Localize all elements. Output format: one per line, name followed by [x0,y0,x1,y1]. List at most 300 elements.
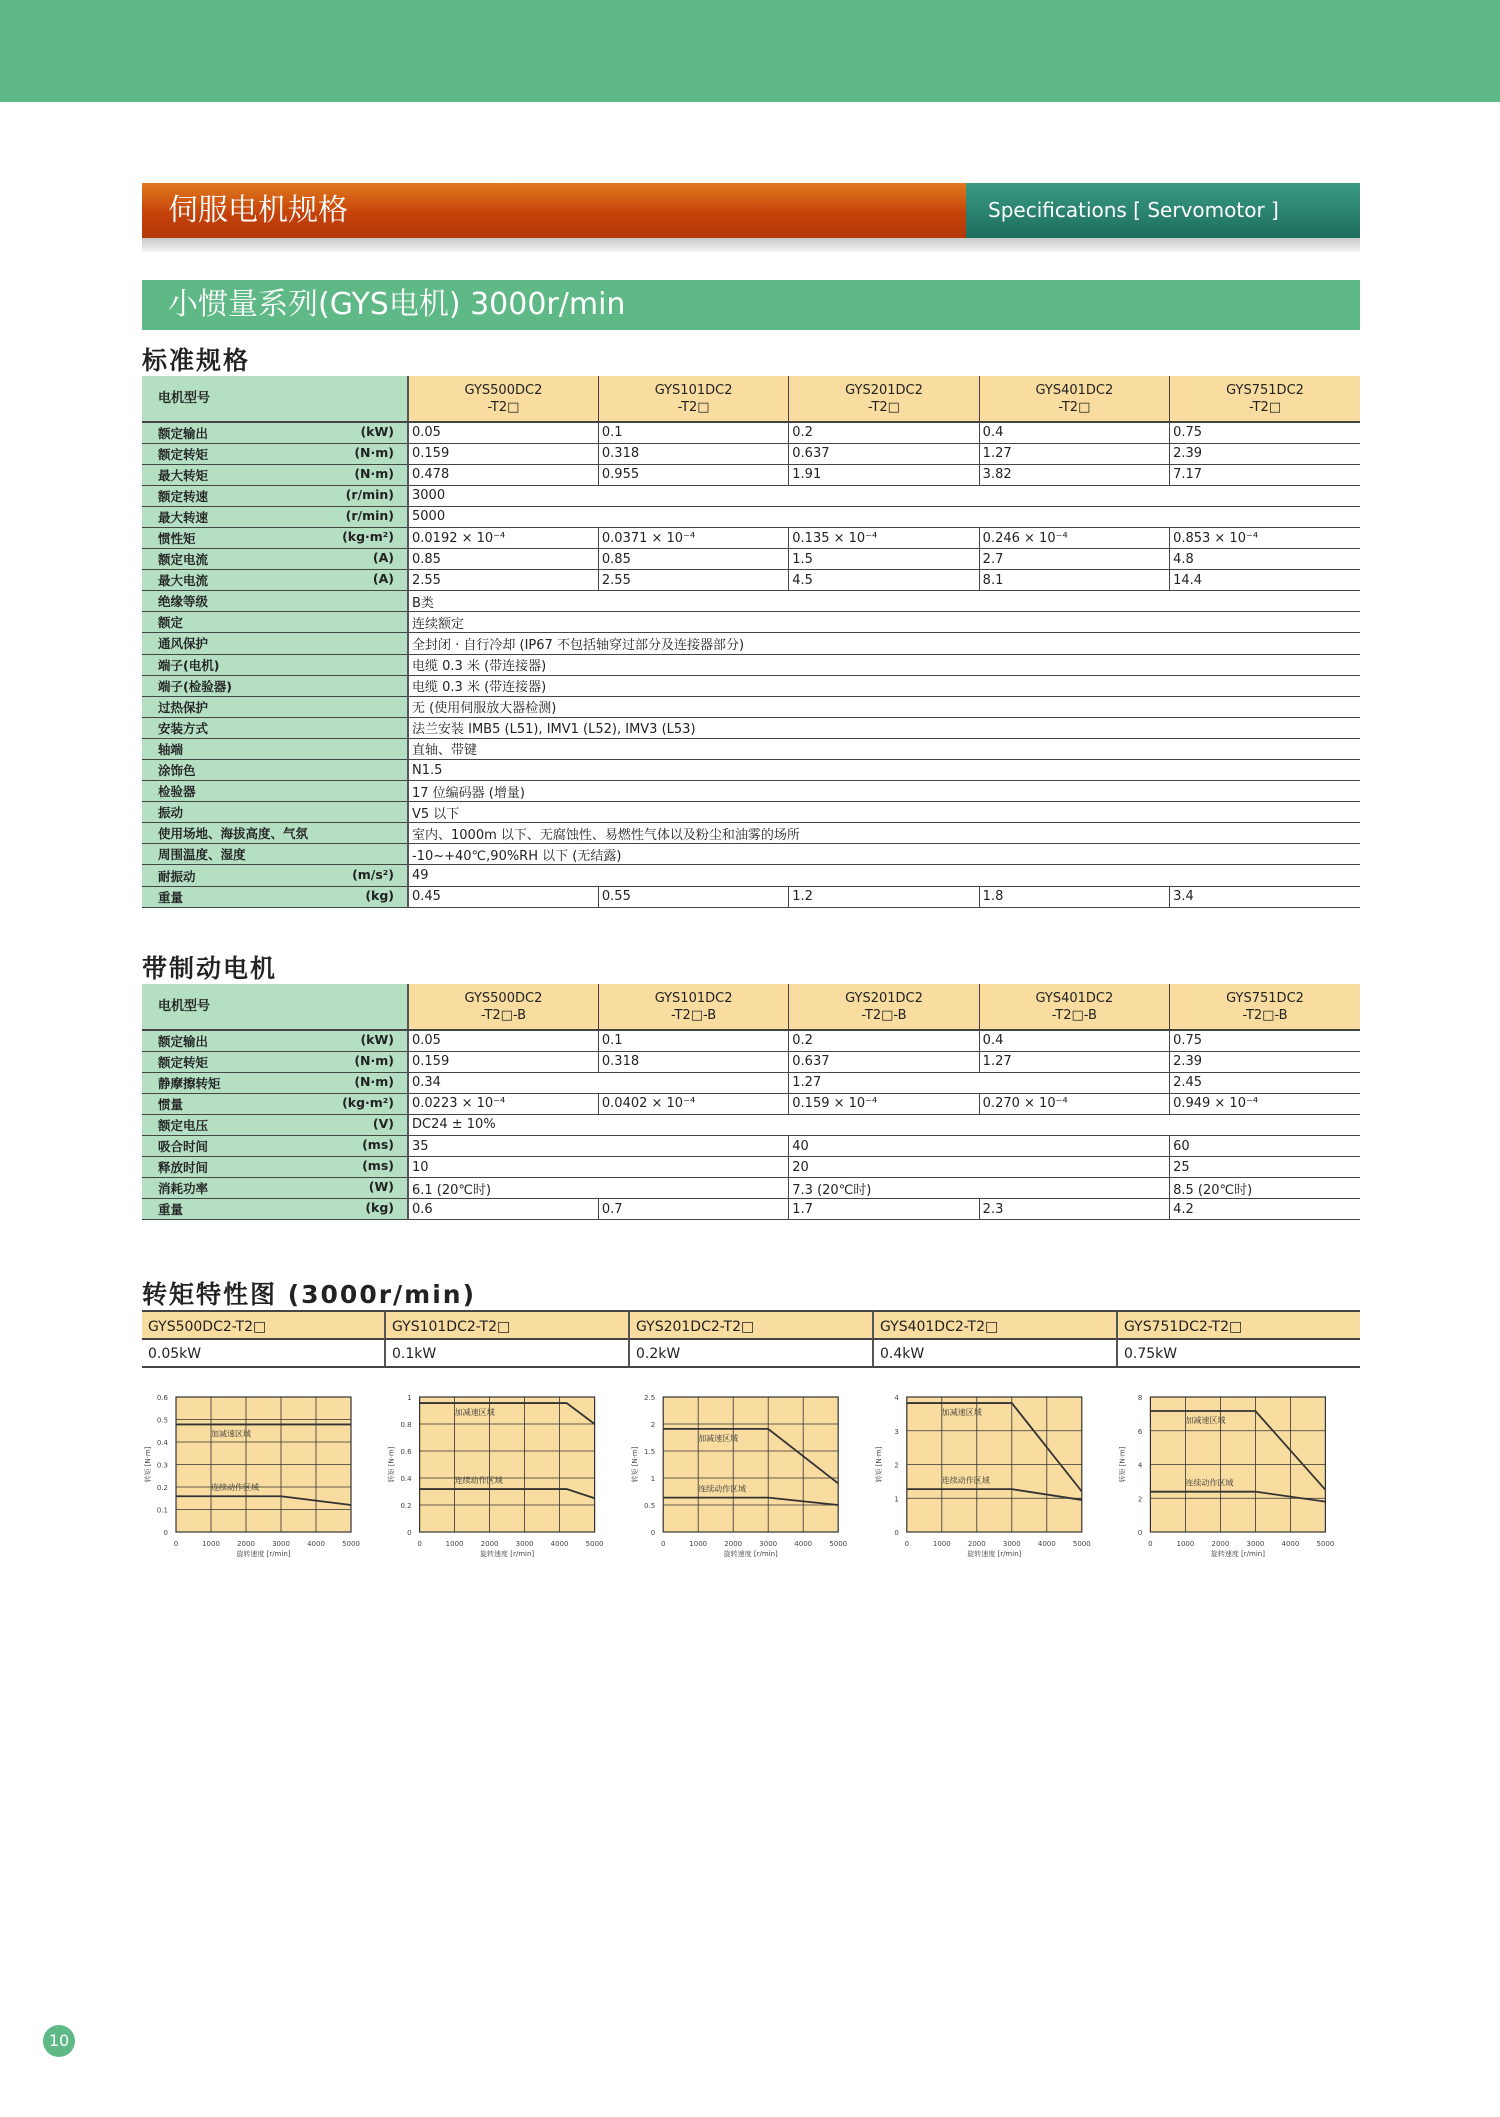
table-header-row [142,376,1360,422]
table-row [142,675,1360,696]
table-cell: 室内、1000m 以下、无腐蚀性、易燃性气体以及粉尘和油雾的场所 [408,823,1360,844]
table-cell: 3.82 [979,464,1169,485]
chart-power-label: 0.4kW [872,1340,1116,1368]
row-unit: (N·m) [354,444,394,460]
model-name: GYS751DC2 [1226,990,1304,1006]
accel-region-label: 加减速区域 [211,1429,251,1439]
torque-charts [142,1385,1360,1565]
model-name: GYS401DC2 [1035,990,1114,1006]
accel-region-label: 加减速区域 [454,1408,495,1418]
x-axis-label: 旋转速度 [r/min] [723,1550,778,1558]
chart-model-label: GYS101DC2-T2□ [384,1310,628,1340]
table-row [142,570,1360,591]
table-cell: N1.5 [408,760,1360,781]
row-unit: (kg·m²) [342,529,394,545]
continuous-region-label: 连续动作区域 [698,1484,747,1494]
row-label-text: 释放时间 [158,1160,209,1176]
table-row [142,696,1360,717]
table-row [142,1030,1360,1051]
table-cell: 7.17 [1170,464,1360,485]
row-label [142,422,408,443]
y-tick-label: 4 [894,1394,899,1402]
table-cell: 0.05 [408,422,598,443]
row-unit: (r/min) [345,486,394,502]
row-unit: (A) [372,550,394,566]
chart-power-label: 0.05kW [142,1340,384,1368]
table-cell: B类 [408,591,1360,612]
table-cell: 0.0371 × 10⁻⁴ [598,527,788,548]
y-tick-label: 2.5 [644,1394,656,1402]
accel-region-label: 加减速区域 [941,1408,982,1418]
row-label [142,654,408,675]
table-cell: 0.6 [408,1199,598,1220]
row-label-text: 最大转矩 [158,467,209,483]
model-name: GYS101DC2 [654,382,733,398]
row-label-text: 惯量 [158,1096,184,1112]
x-tick-label: 5000 [829,1540,848,1548]
row-label-text: 通风保护 [158,636,209,652]
y-tick-label: 0 [1137,1529,1143,1537]
table-cell: 0.318 [598,1051,788,1072]
y-axis-label: 转矩 [N·m] [144,1446,152,1483]
table-cell: 5000 [408,506,1360,527]
y-tick-label: 0.5 [644,1502,656,1510]
y-tick-label: 0.1 [156,1506,168,1515]
row-unit: (kW) [360,423,394,439]
model-suffix: -T2□-B [480,1007,527,1023]
row-unit: (W) [368,1179,394,1195]
y-tick-label: 0.5 [156,1416,168,1425]
row-label [142,527,408,548]
table-cell: 0.1 [598,422,788,443]
row-label [142,675,408,696]
x-tick-label: 1000 [932,1540,951,1548]
table-row [142,1051,1360,1072]
table-cell: 0.246 × 10⁻⁴ [979,527,1169,548]
row-unit: (ms) [362,1158,394,1174]
torque-chart-title: 转矩特性图 (3000r/min) [142,1280,477,1309]
table-row [142,422,1360,443]
row-label-text: 涂饰色 [158,763,196,779]
x-tick-label: 3000 [515,1540,534,1548]
page-title-cn: 伺服电机规格 [142,183,966,238]
table-cell: 2.3 [979,1199,1169,1220]
model-header [979,984,1169,1030]
x-tick-label: 3000 [1002,1540,1021,1548]
table-cell: V5 以下 [408,802,1360,823]
model-header [598,376,788,422]
chart-model-label: GYS751DC2-T2□ [1116,1310,1360,1340]
table-cell: 全封闭 · 自行冷却 (IP67 不包括轴穿过部分及连接器部分) [408,633,1360,654]
x-tick-label: 4000 [307,1540,325,1548]
row-label-text: 额定输出 [158,425,209,441]
model-name: GYS201DC2 [845,990,923,1006]
y-tick-label: 0.4 [400,1475,412,1483]
row-unit: (N·m) [354,1052,394,1068]
row-label [142,485,408,506]
table-row [142,612,1360,633]
row-label-text: 额定输出 [158,1033,209,1049]
row-label-text: 检验器 [158,784,196,800]
table-cell: 2.39 [1170,443,1360,464]
table-row [142,485,1360,506]
table-cell: 40 [789,1135,1170,1156]
table-row [142,802,1360,823]
row-label-text: 重量 [158,889,184,905]
x-tick-label: 5000 [342,1540,360,1548]
torque-chart-header [142,1310,1360,1368]
model-header [979,376,1169,422]
row-label [142,760,408,781]
table-row [142,886,1360,907]
table-row [142,717,1360,738]
table-cell: 0.05 [408,1030,598,1051]
table-cell: 0.0402 × 10⁻⁴ [598,1093,788,1114]
table-row [142,591,1360,612]
model-name: GYS751DC2 [1226,382,1304,398]
model-suffix: -T2□ [487,399,520,415]
y-tick-label: 0.4 [156,1439,168,1447]
standard-spec-table [142,376,1360,908]
row-label-text: 过热保护 [158,699,209,715]
table-cell: 电缆 0.3 米 (带连接器) [408,675,1360,696]
model-header [789,376,979,422]
row-label [142,696,408,717]
y-tick-label: 0.3 [156,1461,168,1470]
table-cell: 0.159 [408,443,598,464]
x-axis-label: 旋转速度 [r/min] [236,1550,291,1558]
table-cell: 0.637 [789,443,979,464]
row-label-text: 轴端 [158,741,184,757]
y-tick-label: 0 [407,1529,412,1537]
model-suffix: -T2□ [677,399,710,415]
model-header [789,984,979,1030]
table-row [142,1114,1360,1135]
chart-power-label: 0.1kW [384,1340,628,1368]
table-row [142,549,1360,570]
table-cell: 1.27 [789,1072,1170,1093]
y-tick-label: 3 [894,1427,899,1436]
y-tick-label: 0.6 [156,1394,168,1402]
row-label [142,443,408,464]
x-tick-label: 2000 [1211,1540,1230,1548]
row-label-text: 静摩擦转矩 [158,1075,221,1091]
row-label [142,464,408,485]
table-cell: 3000 [408,485,1360,506]
row-label-text: 绝缘等级 [158,594,209,610]
x-tick-label: 0 [904,1540,910,1548]
table-row [142,781,1360,802]
row-label [142,781,408,802]
brake-spec-title: 带制动电机 [142,954,278,983]
model-header [1170,984,1360,1030]
table-cell: 法兰安装 IMB5 (L51), IMV1 (L52), IMV3 (L53) [408,717,1360,738]
x-tick-label: 2000 [237,1540,255,1548]
chart-plot-area [663,1397,838,1532]
row-unit: (A) [372,571,394,587]
row-label [142,1199,408,1220]
row-label [142,633,408,654]
chart-model-label: GYS401DC2-T2□ [872,1310,1116,1340]
table-cell: 2.39 [1170,1051,1360,1072]
row-label [142,865,408,886]
row-label [142,823,408,844]
row-label-text: 惯性矩 [158,531,196,547]
table-cell: 1.91 [789,464,979,485]
x-tick-label: 3000 [759,1540,778,1548]
table-cell: 0.0223 × 10⁻⁴ [408,1093,598,1114]
row-label [142,1093,408,1114]
row-label [142,802,408,823]
x-tick-label: 5000 [1316,1540,1335,1548]
y-tick-label: 2 [650,1421,656,1429]
x-tick-label: 0 [173,1540,179,1548]
table-cell: 0.955 [598,464,788,485]
x-tick-label: 1000 [202,1540,220,1548]
table-row [142,1199,1360,1220]
table-cell: 25 [1170,1157,1360,1178]
x-axis-label: 旋转速度 [r/min] [967,1550,1022,1558]
continuous-region-label: 连续动作区域 [454,1476,503,1486]
row-label [142,1051,408,1072]
y-tick-label: 8 [1137,1394,1143,1402]
y-tick-label: 4 [1137,1461,1143,1470]
row-label [142,570,408,591]
y-tick-label: 0 [163,1529,168,1537]
row-label [142,591,408,612]
continuous-region-label: 连续动作区域 [211,1483,259,1493]
row-label [142,1030,408,1051]
y-tick-label: 1 [650,1475,656,1483]
table-cell: DC24 ± 10% [408,1114,1360,1135]
model-header [1170,376,1360,422]
y-tick-label: 6 [1137,1427,1143,1436]
x-tick-label: 0 [1148,1540,1153,1548]
table-cell: 4.2 [1170,1199,1360,1220]
chart-model-label: GYS201DC2-T2□ [628,1310,872,1340]
table-row [142,865,1360,886]
table-row [142,1157,1360,1178]
x-tick-label: 3000 [272,1540,290,1548]
y-tick-label: 0.8 [400,1421,412,1429]
model-header [408,376,598,422]
table-cell: 电缆 0.3 米 (带连接器) [408,654,1360,675]
x-tick-label: 1000 [1176,1540,1195,1548]
y-tick-label: 1.5 [644,1448,656,1456]
row-label [142,506,408,527]
table-cell: 1.7 [789,1199,979,1220]
row-label [142,1072,408,1093]
x-tick-label: 4000 [1037,1540,1056,1548]
table-cell: 1.2 [789,886,979,907]
table-cell: 2.55 [408,570,598,591]
table-cell: 0.159 [408,1051,598,1072]
row-label [142,717,408,738]
x-tick-label: 4000 [550,1540,569,1548]
table-cell: 0.270 × 10⁻⁴ [979,1093,1169,1114]
top-color-band [0,0,1500,102]
x-tick-label: 1000 [445,1540,464,1548]
table-cell: 0.85 [408,549,598,570]
row-label-text: 最大电流 [158,573,209,589]
y-tick-label: 1 [407,1394,412,1402]
model-suffix: -T2□-B [671,1007,717,1023]
row-label [142,886,408,907]
model-name: GYS500DC2 [464,990,543,1006]
banner-shadow [142,238,1360,252]
row-label [142,1157,408,1178]
model-suffix: -T2□-B [861,1007,907,1023]
model-name: GYS500DC2 [464,382,543,398]
table-cell: 4.5 [789,570,979,591]
x-tick-label: 4000 [1281,1540,1300,1548]
table-cell: 6.1 (20℃时) [408,1178,789,1199]
model-name: GYS401DC2 [1035,382,1114,398]
table-header-row [142,984,1360,1030]
row-unit: (N·m) [354,1073,394,1089]
continuous-region-label: 连续动作区域 [1185,1478,1234,1488]
table-cell: 0.478 [408,464,598,485]
table-cell: 8.1 [979,570,1169,591]
table-cell: 8.5 (20℃时) [1170,1178,1360,1199]
row-label [142,612,408,633]
row-unit: (m/s²) [352,866,394,882]
x-tick-label: 3000 [1246,1540,1265,1548]
table-row [142,464,1360,485]
table-row [142,760,1360,781]
table-cell: 0.0192 × 10⁻⁴ [408,527,598,548]
x-tick-label: 2000 [480,1540,499,1548]
table-row [142,823,1360,844]
table-cell: 0.135 × 10⁻⁴ [789,527,979,548]
table-cell: 3.4 [1170,886,1360,907]
table-cell: 0.75 [1170,1030,1360,1051]
row-label-text: 周围温度、湿度 [158,847,246,863]
series-title: 小惯量系列(GYS电机) 3000r/min [142,280,1360,330]
row-unit: (V) [372,1115,394,1131]
table-cell: 直轴、带键 [408,738,1360,759]
page-banner [142,183,1360,238]
accel-region-label: 加减速区域 [698,1433,739,1443]
x-tick-label: 5000 [585,1540,604,1548]
row-label-text: 端子(检验器) [158,678,232,694]
table-cell: 无 (使用伺服放大器检测) [408,696,1360,717]
row-label [142,1135,408,1156]
table-row [142,1135,1360,1156]
table-cell: 0.2 [789,1030,979,1051]
table-row [142,1072,1360,1093]
row-label-text: 振动 [158,805,184,821]
table-cell: 49 [408,865,1360,886]
table-row [142,443,1360,464]
y-tick-label: 0 [894,1529,899,1537]
table-cell: 1.27 [979,1051,1169,1072]
x-tick-label: 1000 [689,1540,708,1548]
y-tick-label: 0.2 [400,1502,412,1510]
model-suffix: -T2□ [1058,399,1091,415]
row-label-text: 额定转矩 [158,1054,209,1070]
x-tick-label: 4000 [794,1540,813,1548]
x-axis-label: 旋转速度 [r/min] [480,1550,535,1558]
table-cell: 0.2 [789,422,979,443]
label-header: 电机型号 [142,376,408,422]
row-label-text: 额定电压 [158,1117,209,1133]
brake-spec-table [142,984,1360,1220]
table-cell: 60 [1170,1135,1360,1156]
table-cell: 10 [408,1157,789,1178]
row-unit: (kg·m²) [342,1094,394,1110]
table-row [142,633,1360,654]
page-number: 10 [43,2025,75,2057]
row-label [142,844,408,865]
table-cell: 1.8 [979,886,1169,907]
y-axis-label: 转矩 [N·m] [874,1446,883,1483]
table-cell: 2.45 [1170,1072,1360,1093]
table-cell: 20 [789,1157,1170,1178]
table-cell: 2.55 [598,570,788,591]
row-label-text: 重量 [158,1202,184,1218]
row-label-text: 额定转矩 [158,446,209,462]
x-tick-label: 2000 [967,1540,986,1548]
row-unit: (N·m) [354,465,394,481]
model-name: GYS201DC2 [845,382,923,398]
row-label-text: 消耗功率 [158,1181,209,1197]
table-cell: 7.3 (20℃时) [789,1178,1170,1199]
model-header [408,984,598,1030]
model-suffix: -T2□-B [1242,1007,1288,1023]
standard-spec-title: 标准规格 [142,346,251,375]
table-cell: 1.27 [979,443,1169,464]
model-suffix: -T2□-B [1051,1007,1097,1023]
row-label-text: 耐振动 [158,868,196,884]
chart-power-label: 0.2kW [628,1340,872,1368]
row-label-text: 额定电流 [158,552,209,568]
label-header: 电机型号 [142,984,408,1030]
table-cell: 35 [408,1135,789,1156]
table-row [142,738,1360,759]
page-title-en: Specifications [ Servomotor ] [966,183,1360,238]
row-unit: (kg) [365,887,394,903]
table-row [142,844,1360,865]
y-axis-label: 转矩 [N·m] [1118,1446,1127,1483]
y-tick-label: 2 [1137,1495,1143,1504]
x-tick-label: 5000 [1072,1540,1091,1548]
table-cell: 0.949 × 10⁻⁴ [1170,1093,1360,1114]
table-cell: 14.4 [1170,570,1360,591]
y-tick-label: 1 [894,1495,899,1504]
table-cell: 2.7 [979,549,1169,570]
row-unit: (kg) [365,1200,394,1216]
table-cell: 0.1 [598,1030,788,1051]
table-cell: 1.5 [789,549,979,570]
table-cell: 0.75 [1170,422,1360,443]
row-label-text: 额定 [158,615,184,631]
y-tick-label: 2 [894,1461,899,1470]
row-unit: (kW) [360,1031,394,1047]
table-row [142,654,1360,675]
table-cell: 0.853 × 10⁻⁴ [1170,527,1360,548]
row-unit: (ms) [362,1137,394,1153]
model-suffix: -T2□ [1249,399,1282,415]
x-tick-label: 2000 [724,1540,743,1548]
table-cell: 连续额定 [408,612,1360,633]
table-cell: 0.34 [408,1072,789,1093]
row-label-text: 安装方式 [158,720,209,736]
y-axis-label: 转矩 [N·m] [387,1446,396,1483]
model-name: GYS101DC2 [654,990,733,1006]
chart-model-label: GYS500DC2-T2□ [142,1310,384,1340]
y-tick-label: 0.2 [156,1484,168,1492]
